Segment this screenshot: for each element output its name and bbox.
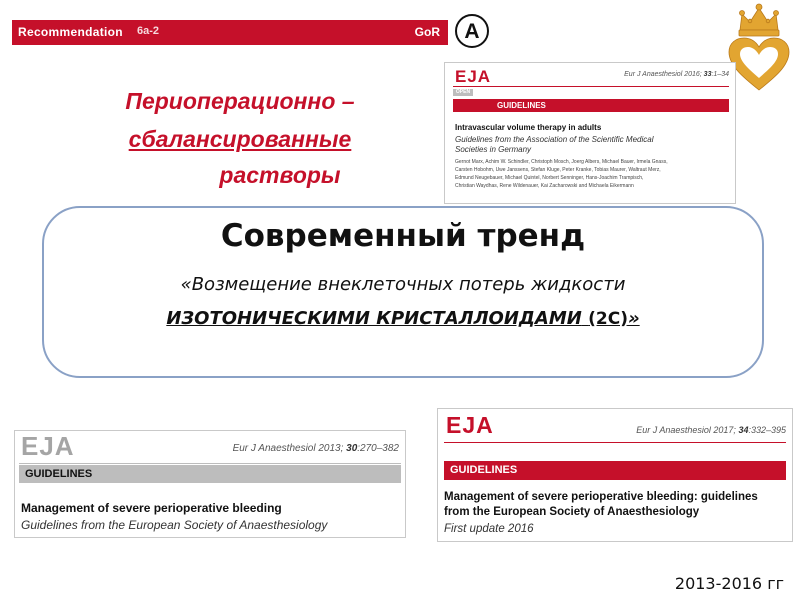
- trend-statement-line-1: «Возмещение внеклеточных потерь жидкости: [180, 274, 626, 295]
- grade-badge: A: [455, 14, 489, 48]
- trend-title: Современный тренд: [220, 218, 586, 254]
- paper-card-2016-volume-therapy: [444, 62, 736, 204]
- paper-title-line-1: Management of severe perioperative bleeding: guidelines: [444, 491, 758, 503]
- citation: Eur J Anaesthesiol 2013; 30:270–382: [232, 443, 399, 454]
- closing-quote: »: [627, 308, 640, 329]
- header-rule: [444, 442, 786, 443]
- journal-logo: EJA: [21, 431, 75, 461]
- citation: Eur J Anaesthesiol 2016; 33:1–34: [624, 71, 729, 78]
- authors-line-2: Carsten Hobohm, Uwe Janssens, Stefan Kluge, Peter Kranke, Tobias Maurer, Waltraut Merz,: [455, 167, 661, 173]
- authors-line-4: Christian Waydhas, Rene Wildenauer, Kai Zacharowski and Michaela Eikermann: [455, 183, 634, 189]
- trend-emphasis: ИЗОТОНИЧЕСКИМИ КРИСТАЛЛОИДАМИ: [166, 308, 582, 329]
- trend-callout-box: [42, 206, 764, 378]
- header-rule: [19, 463, 401, 464]
- paper-card-2013-bleeding: [14, 430, 406, 538]
- recommendation-label: Recommendation: [18, 25, 123, 39]
- authors-line-1: Gernot Marx, Achim W. Schindler, Christoph Mosch, Joerg Albers, Michael Bauer, Irmela Gnass,: [455, 159, 668, 165]
- gor-label: GoR: [414, 25, 440, 39]
- heading-line-3: растворы: [219, 162, 341, 188]
- trend-statement-line-2: [44, 308, 762, 329]
- years-label: 2013-2016 гг: [674, 574, 784, 593]
- recommendation-code: 6a-2: [137, 25, 160, 37]
- paper-title-line-2: from the European Society of Anaesthesiology: [444, 506, 700, 518]
- journal-logo: EJA: [455, 67, 492, 86]
- journal-logo: EJA: [446, 412, 494, 438]
- authors-line-3: Edmund Neugebauer, Michael Quintel, Norbert Senninger, Hans-Joachim Trampisch,: [455, 175, 644, 181]
- heading-line-1: Периоперационно –: [125, 88, 355, 114]
- evidence-grade: (2C): [588, 309, 628, 329]
- open-access-badge: OPEN: [453, 89, 473, 96]
- heading-line-2: сбалансированные: [128, 126, 352, 152]
- citation: Eur J Anaesthesiol 2017; 34:332–395: [636, 425, 786, 435]
- paper-subtitle: Guidelines from the European Society of Anaesthesiology: [21, 518, 328, 532]
- guidelines-bar: GUIDELINES: [19, 465, 401, 483]
- paper-title: Intravascular volume therapy in adults: [455, 123, 602, 132]
- recommendation-bar: [12, 20, 448, 45]
- paper-subtitle: First update 2016: [444, 523, 534, 535]
- header-rule: [453, 86, 729, 87]
- paper-subtitle-1: Guidelines from the Association of the Scientific Medical: [455, 135, 654, 144]
- paper-subtitle-2: Societies in Germany: [455, 145, 532, 154]
- paper-title: Management of severe perioperative bleeding: [21, 501, 282, 515]
- paper-card-2017-bleeding-update: [437, 408, 793, 542]
- guidelines-bar: GUIDELINES: [444, 461, 786, 480]
- guidelines-bar: GUIDELINES: [453, 99, 729, 112]
